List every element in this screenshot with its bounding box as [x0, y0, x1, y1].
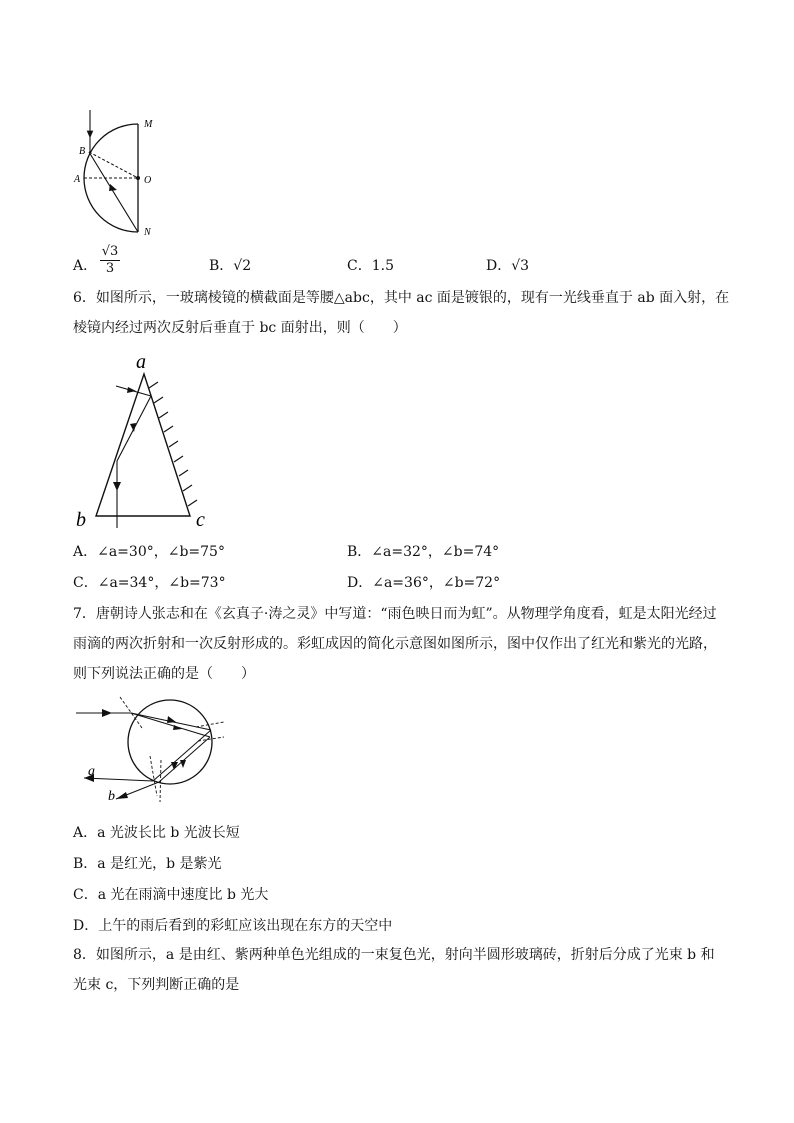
q7-option-d: D．上午的雨后看到的彩虹应该出现在东方的天空中 — [73, 918, 393, 934]
normal-lines — [120, 697, 224, 802]
option-prefix: A． — [73, 258, 98, 274]
q5-option-b — [209, 255, 251, 275]
option-value: 1.5 — [371, 258, 394, 274]
q6-option-a: A．∠a=30°，∠b=75° — [73, 544, 225, 560]
q5-option-c — [347, 255, 394, 275]
label-A: A — [74, 174, 81, 185]
q5-option-a-fraction — [100, 244, 120, 277]
q6-stem-line2: 棱镜内经过两次反射后垂直于 bc 面射出，则（ ） — [73, 320, 407, 336]
violet-ray-inside — [131, 713, 210, 737]
label-b: b — [108, 789, 115, 802]
label-b: b — [76, 509, 86, 531]
violet-ray-reflected — [159, 737, 210, 782]
center-point — [136, 176, 140, 180]
q8-stem-line2: 光束 c，下列判断正确的是 — [73, 977, 240, 993]
refracted-ray — [89, 152, 138, 232]
ray-arrowhead — [109, 184, 117, 191]
q6-option-b: B．∠a=32°，∠b=74° — [347, 544, 500, 560]
q7-option-a: A．a 光波长比 b 光波长短 — [73, 825, 240, 841]
q6-option-d: D．∠a=36°，∠b=72° — [347, 575, 501, 591]
q7-option-c: C．a 光在雨滴中速度比 b 光大 — [73, 887, 269, 903]
q7-stem-line2: 雨滴的两次折射和一次反射形成的。彩虹成因的简化示意图如图所示，图中仅作出了红光和紫光的光路， — [73, 636, 717, 652]
label-a: a — [88, 764, 95, 779]
q6-prism-figure — [70, 346, 220, 536]
option-prefix: B． — [209, 258, 234, 274]
q7-stem-line3: 则下列说法正确的是（ ） — [73, 666, 255, 682]
q7-raindrop-figure — [70, 692, 230, 802]
option-value: √3 — [511, 258, 530, 274]
prism-triangle — [96, 374, 190, 516]
q6-option-c: C．∠a=34°，∠b=73° — [73, 575, 226, 591]
option-prefix: C． — [347, 258, 372, 274]
label-N: N — [144, 227, 151, 238]
option-prefix: D． — [486, 258, 512, 274]
label-c: c — [196, 509, 205, 531]
q7-option-b: B．a 是红光，b 是紫光 — [73, 856, 222, 872]
q6-stem-line1: 6．如图所示，一玻璃棱镜的横截面是等腰△abc，其中 ac 面是镀银的，现有一光线垂直于 ab 面入射，在 — [73, 290, 730, 306]
q5-option-d — [486, 255, 529, 275]
label-O: O — [144, 175, 152, 186]
q5-option-a — [73, 255, 97, 275]
option-value: √2 — [233, 258, 252, 274]
q7-stem-line1: 7．唐朝诗人张志和在《玄真子·涛之灵》中写道：“雨色映日而为虹”。从物理学角度看，虹是太阳光经过 — [73, 606, 717, 622]
red-ray-reflected — [153, 730, 211, 781]
label-a: a — [136, 351, 146, 373]
label-M: M — [144, 119, 153, 130]
label-B: B — [79, 146, 86, 157]
fraction-denominator: 3 — [105, 261, 115, 276]
q8-stem-line1: 8．如图所示，a 是由红、紫两种单色光组成的一束复色光，射向半圆形玻璃砖，折射后分成了光束 b 和 — [73, 947, 715, 963]
q5-figure — [70, 110, 170, 240]
raindrop-circle — [128, 700, 212, 784]
silver-hatching — [149, 382, 197, 506]
fraction-numerator: √3 — [101, 244, 119, 259]
